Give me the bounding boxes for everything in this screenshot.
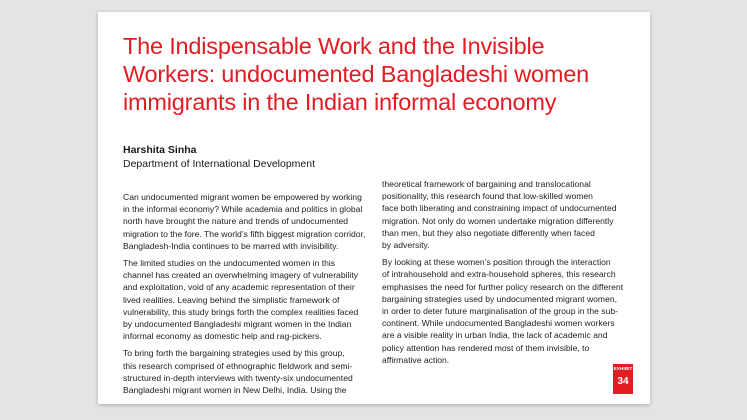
abstract-left-column <box>123 191 366 401</box>
text-line: The limited studies on the undocumented women in this <box>123 258 336 269</box>
text-line: and exploitation, void of any academic representation of their <box>123 282 355 293</box>
text-line: migration. Not only do women undertake migration differently <box>382 215 614 226</box>
text-line: migration to the fore. The world’s fifth biggest migration corridor, <box>123 228 366 239</box>
title-line: Workers: undocumented Bangladeshi women <box>123 61 589 87</box>
paper-title <box>123 32 643 116</box>
abstract-paragraph <box>382 178 632 251</box>
paper-page <box>98 12 650 404</box>
abstract-paragraph <box>123 191 366 252</box>
text-line: Bangladeshi migrant women in New Delhi, India. Using the <box>123 385 347 396</box>
text-line: affirmative action. <box>382 354 450 365</box>
text-line: structured in-depth interviews with twenty-six undocumented <box>123 372 353 383</box>
title-line: immigrants in the Indian informal economy <box>123 89 557 115</box>
text-line: theoretical framework of bargaining and translocational <box>382 179 591 189</box>
text-line: bargaining strategies used by undocumented migrant women, <box>382 293 618 304</box>
text-line: are a visible reality in urban India, the lack of academic and <box>382 330 608 341</box>
text-line: this research comprised of ethnographic fieldwork and semi- <box>123 360 353 371</box>
text-line: in the informal economy? While academia and politics in global <box>123 204 363 215</box>
text-line: Can undocumented migrant women be empowered by working <box>123 192 362 202</box>
exhibit-label: EXHIBIT <box>613 366 633 371</box>
text-line: of intrahousehold and extra-household spheres, this research <box>382 269 616 280</box>
text-line: by adversity. <box>382 240 430 251</box>
text-line: informal economy as domestic help and rag-pickers. <box>123 331 322 342</box>
text-line: emphasises the need for further policy research on the different <box>382 281 624 292</box>
abstract-paragraph <box>382 256 632 366</box>
text-line: lived realities. Leaving behind the simplistic framework of <box>123 294 340 305</box>
title-line: The Indispensable Work and the Invisible <box>123 33 545 59</box>
text-line: north have brought the nature and trends of undocumented <box>123 216 349 227</box>
text-line: By looking at these women’s position through the interaction <box>382 257 611 268</box>
abstract-right-column <box>382 178 632 371</box>
text-line: face both liberating and constraining impact of undocumented <box>382 203 617 214</box>
text-line: To bring forth the bargaining strategies used by this group, <box>123 348 345 359</box>
author-department: Department of International Development <box>123 158 316 170</box>
author-name: Harshita Sinha <box>123 144 197 156</box>
text-line: than men, but they also negotiate differently when faced <box>382 227 595 238</box>
text-line: policy attention has rendered most of them invisible, to <box>382 342 590 353</box>
text-line: continent. While undocumented Bangladeshi women workers <box>382 318 615 329</box>
text-line: by undocumented Bangladeshi migrant women in the Indian <box>123 319 352 330</box>
text-line: vulnerability, this study brings forth the complex realities faced <box>123 306 359 317</box>
exhibit-badge <box>613 364 633 394</box>
exhibit-number: 34 <box>617 376 629 387</box>
text-line: positionality, this research found that low-skilled women <box>382 191 593 202</box>
text-line: in order to deter future marginalisation of the group in the sub- <box>382 306 618 317</box>
abstract-paragraph <box>123 257 363 342</box>
abstract-paragraph <box>123 347 363 396</box>
text-line: channel has created an overwhelming imagery of vulnerability <box>123 270 359 281</box>
text-line: Bangladesh-India continues to be marred with invisibility. <box>123 240 339 251</box>
